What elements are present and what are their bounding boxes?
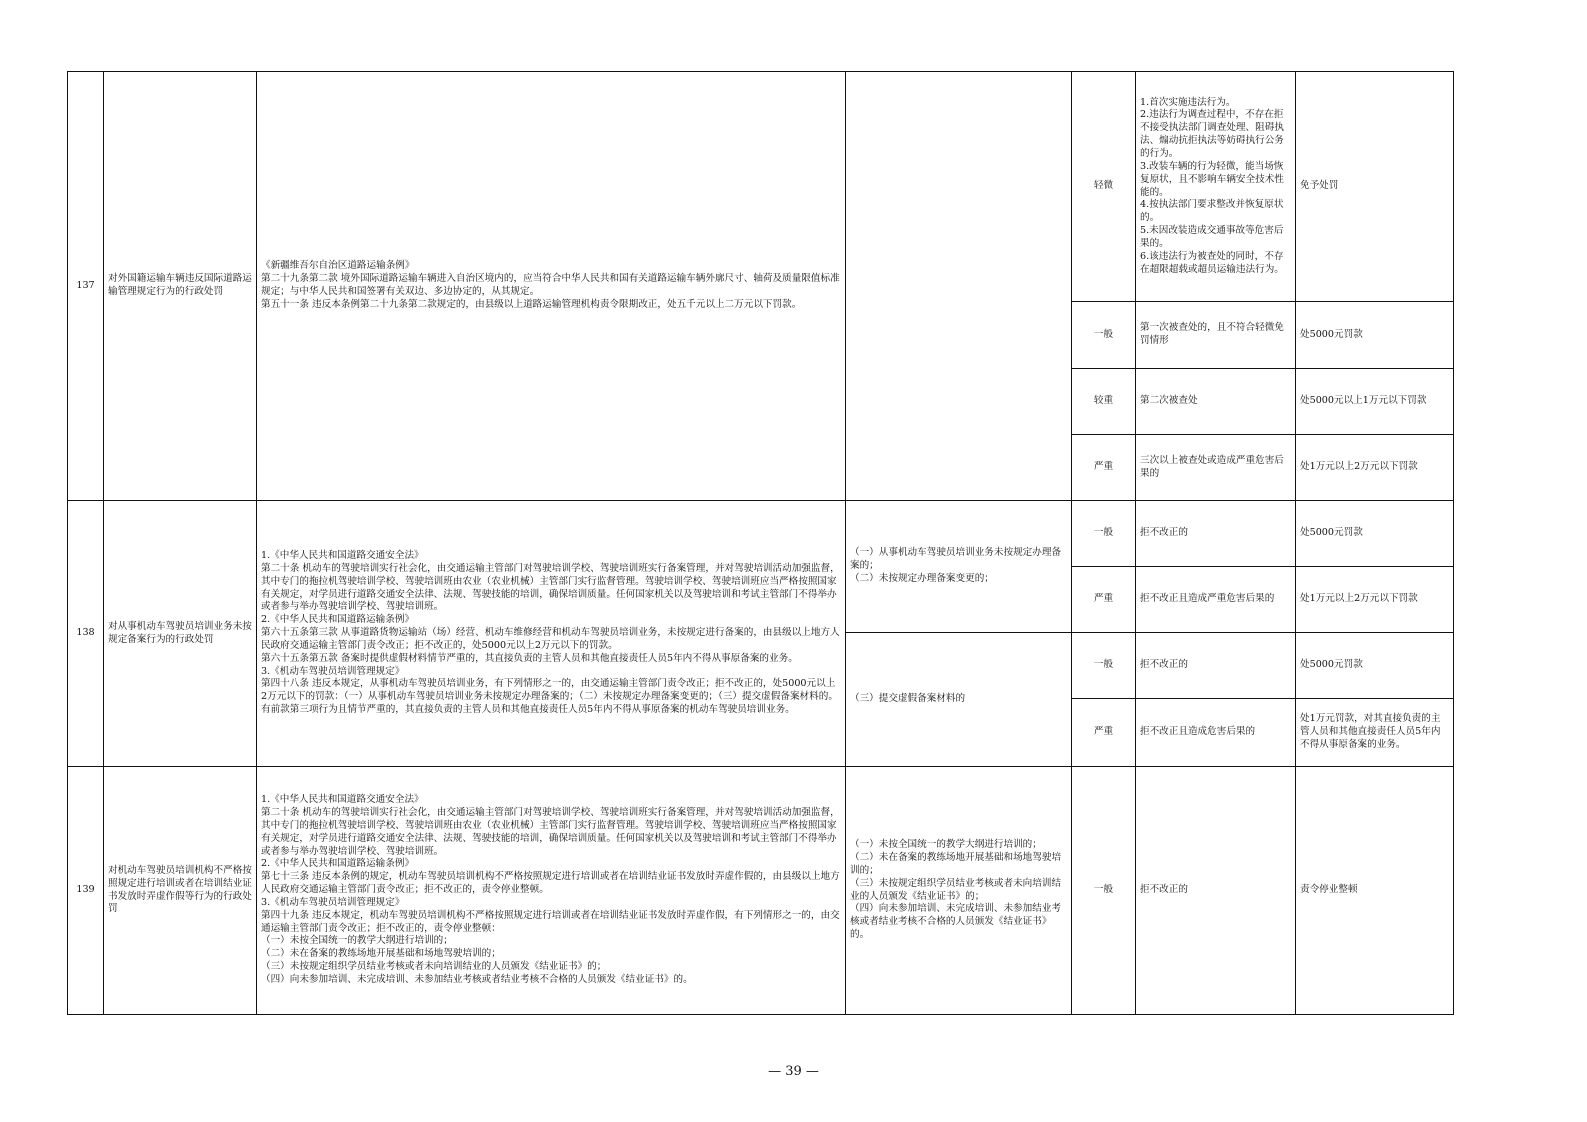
violation-line: （二）未在备案的教练场地开展基础和场地驾驶培训的； [850, 851, 1062, 876]
conditions: 拒不改正的 [1136, 767, 1296, 1015]
basis-line: 第七十三条 违反本条例的规定，机动车驾驶员培训机构不严格按照规定进行培训或者在培训结业证书发放时弄虚作假的，由县级以上地方人民政府交通运输主管部门责令改正；拒不改正的，责令停业整顿。 [261, 871, 840, 896]
basis-line: （一）未按全国统一的教学大纲进行培训的； [261, 935, 453, 947]
violation-line: （一）从事机动车驾驶员培训业务未按规定办理备案的； [850, 547, 1062, 572]
condition-line: 4.按执法部门要求整改并恢复原状的。 [1140, 199, 1284, 224]
violation-line: （二）未按规定办理备案变更的； [850, 572, 994, 584]
basis-line: 3.《机动车驾驶员培训管理规定》 [261, 896, 405, 908]
basis-line: （四）向未参加培训、未完成培训、未参加结业考核或者结业考核不合格的人员颁发《结业证书》的。 [261, 973, 693, 985]
conditions: 拒不改正且造成严重危害后果的 [1136, 567, 1296, 633]
penalty-standard: 处5000元罚款 [1296, 302, 1454, 369]
violation-level: 轻微 [1072, 72, 1136, 302]
conditions: 拒不改正的 [1136, 501, 1296, 567]
table-row [68, 501, 1454, 567]
violation-level: 严重 [1072, 567, 1136, 633]
item-number: 138 [68, 501, 104, 767]
penalty-standard: 处1万元以上2万元以下罚款 [1296, 435, 1454, 501]
condition-line: 5.未因改装造成交通事故等危害后果的。 [1140, 225, 1284, 249]
basis-line: 有前款第三项行为且情节严重的，其直接负责的主管人员和其他直接责任人员5年内不得从事原备案的机动车驾驶员培训业务。 [261, 704, 795, 716]
violation-line: （三）提交虚假备案材料的 [850, 693, 966, 705]
penalty-standard: 免予处罚 [1296, 72, 1454, 302]
basis-line: 第六十五条第三款 从事道路货物运输站（场）经营、机动车维修经营和机动车驾驶员培训业务，未按规定进行备案的，由县级以上地方人民政府交通运输主管部门责令改正；拒不改正的，处5000元以上2万元以下的罚款。 [261, 627, 840, 651]
item-name: 对外国籍运输车辆违反国际道路运输管理规定行为的行政处罚 [104, 72, 257, 501]
legal-basis [257, 501, 846, 767]
table-row [68, 767, 1454, 1015]
conditions: 拒不改正的 [1136, 633, 1296, 699]
basis-line: 第四十八条 违反本规定，从事机动车驾驶员培训业务，有下列情形之一的，由交通运输主管部门责令改正；拒不改正的，处5000元以上2万元以下的罚款：（一）从事机动车驾驶员培训业务未按规定办理备案的；（二）未按规定办理备案变更的；（三）提交虚假备案材料的。 [261, 678, 838, 703]
basis-line: （三）未按规定组织学员结业考核或者未向培训结业的人员颁发《结业证书》的； [261, 961, 607, 973]
penalty-standards-table [67, 71, 1454, 1015]
violation-type [846, 633, 1072, 767]
condition-line: 3.改装车辆的行为轻微，能当场恢复原状，且不影响车辆安全技术性能的。 [1140, 160, 1284, 198]
violation-level: 一般 [1072, 633, 1136, 699]
penalty-standard: 责令停业整顿 [1296, 767, 1454, 1015]
item-name: 对从事机动车驾驶员培训业务未按规定备案行为的行政处罚 [104, 501, 257, 767]
basis-line: 2.《中华人民共和国道路运输条例》 [261, 858, 415, 870]
basis-line: （二）未在备案的教练场地开展基础和场地驾驶培训的； [261, 948, 501, 960]
violation-level: 一般 [1072, 501, 1136, 567]
penalty-standard: 处5000元罚款 [1296, 633, 1454, 699]
conditions: 第二次被查处 [1136, 369, 1296, 435]
basis-line: 1.《中华人民共和国道路交通安全法》 [261, 550, 424, 562]
penalty-standard: 处5000元以上1万元以下罚款 [1296, 369, 1454, 435]
violation-level: 严重 [1072, 699, 1136, 767]
violation-level: 严重 [1072, 435, 1136, 501]
violation-level: 较重 [1072, 369, 1136, 435]
violation-level: 一般 [1072, 302, 1136, 369]
violation-line: （一）未按全国统一的教学大纲进行培训的； [850, 839, 1042, 851]
item-number: 137 [68, 72, 104, 501]
violation-line: （三）未按规定组织学员结业考核或者未向培训结业的人员颁发《结业证书》的； [850, 877, 1062, 902]
basis-line: 《新疆维吾尔自治区道路运输条例》 [261, 260, 415, 272]
basis-line: 2.《中华人民共和国道路运输条例》 [261, 614, 415, 626]
penalty-standard: 处5000元罚款 [1296, 501, 1454, 567]
violation-level: 一般 [1072, 767, 1136, 1015]
conditions: 第一次被查处的，且不符合轻微免罚情形 [1136, 302, 1296, 369]
violation-type [846, 72, 1072, 501]
basis-line: 第五十一条 违反本条例第二十九条第二款规定的，由县级以上道路运输管理机构责令限期改正，处五千元以上二万元以下罚款。 [261, 298, 802, 310]
basis-line: 3.《机动车驾驶员培训管理规定》 [261, 665, 405, 677]
legal-basis [257, 767, 846, 1015]
basis-line: 第六十五条第五款 备案时提供虚假材料情节严重的，其直接负责的主管人员和其他直接责任人员5年内不得从事原备案的业务。 [261, 652, 798, 664]
basis-line: 第二十条 机动车的驾驶培训实行社会化，由交通运输主管部门对驾驶培训学校、驾驶培训班实行备案管理，并对驾驶培训活动加强监督，其中专门的拖拉机驾驶培训学校、驾驶培训班由农业（农业机械）主管部门实行监督管理。驾驶培训学校、驾驶培训班应当严格按照国家有关规定，对学员进行道路交通安全法律、法规、驾驶技能的培训，确保培训质量。任何国家机关以及驾驶培训和考试主管部门不得举办或者参与举办驾驶培训学校、驾驶培训班。 [261, 562, 840, 613]
penalty-standard: 处1万元罚款，对其直接负责的主管人员和其他直接责任人员5年内不得从事原备案的业务。 [1296, 699, 1454, 767]
page-number: — 39 — [768, 1064, 819, 1079]
basis-line: 第二十条 机动车的驾驶培训实行社会化，由交通运输主管部门对驾驶培训学校、驾驶培训班实行备案管理，并对驾驶培训活动加强监督，其中专门的拖拉机驾驶培训学校、驾驶培训班由农业（农业机械）主管部门实行监督管理。驾驶培训学校、驾驶培训班应当严格按照国家有关规定，对学员进行道路交通安全法律、法规、驾驶技能的培训，确保培训质量。任何国家机关以及驾驶培训和考试主管部门不得举办或者参与举办驾驶培训学校、驾驶培训班。 [261, 807, 840, 857]
violation-type [846, 501, 1072, 633]
item-name: 对机动车驾驶员培训机构不严格按照规定进行培训或者在培训结业证书发放时弄虚作假等行为的行政处罚 [104, 767, 257, 1015]
table-row [68, 72, 1454, 302]
violation-line: （四）向未参加培训、未完成培训、未参加结业考核或者结业考核不合格的人员颁发《结业证书》的。 [850, 903, 1062, 941]
condition-line: 1.首次实施违法行为。 [1140, 96, 1236, 108]
penalty-standard: 处1万元以上2万元以下罚款 [1296, 567, 1454, 633]
conditions: 拒不改正且造成危害后果的 [1136, 699, 1296, 767]
conditions: 三次以上被查处或造成严重危害后果的 [1136, 435, 1296, 501]
basis-line: 第四十九条 违反本规定，机动车驾驶员培训机构不严格按照规定进行培训或者在培训结业证书发放时弄虚作假，有下列情形之一的，由交通运输主管部门责令改正；拒不改正的，责令停业整顿： [261, 909, 840, 934]
legal-basis [257, 72, 846, 501]
item-number: 139 [68, 767, 104, 1015]
condition-line: 2.违法行为调查过程中，不存在拒不接受执法部门调查处理、阻碍执法、煽动抗拒执法等妨碍执行公务的行为。 [1140, 109, 1284, 159]
violation-type [846, 767, 1072, 1015]
basis-line: 第二十九条第二款 境外国际道路运输车辆进入自治区境内的，应当符合中华人民共和国有关道路运输车辆外廓尺寸、轴荷及质量限值标准规定；与中华人民共和国签署有关双边、多边协定的，从其规定。 [261, 273, 840, 297]
basis-line: 1.《中华人民共和国道路交通安全法》 [261, 794, 424, 806]
condition-line: 6.该违法行为被查处的同时，不存在超限超载或超员运输违法行为。 [1140, 250, 1284, 275]
conditions [1136, 72, 1296, 302]
